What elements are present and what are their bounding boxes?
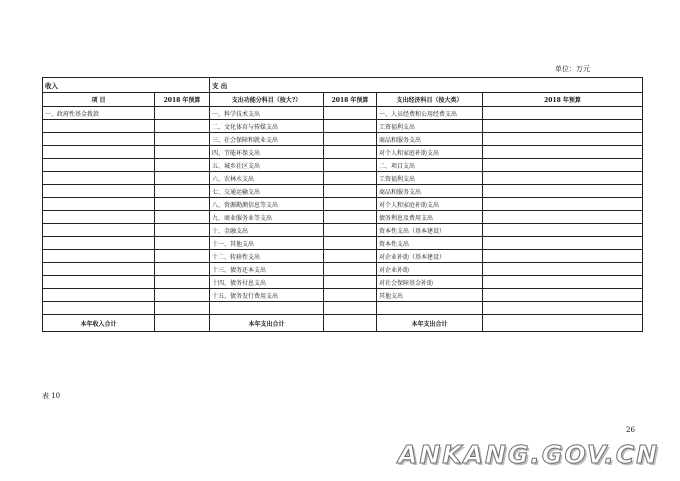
table-cell [43, 146, 155, 159]
table-cell: 商品和服务支出 [377, 133, 483, 146]
table-cell [43, 237, 155, 250]
table-cell: 债务利息及费用支出 [377, 211, 483, 224]
table-cell: 一、科学技术支出 [210, 107, 324, 120]
table-cell: 对社会保障基金补助 [377, 276, 483, 289]
income-title: 收入 [43, 78, 210, 93]
table-row [43, 159, 643, 172]
total-cell: 本年支出合计 [377, 315, 483, 332]
table-cell [43, 159, 155, 172]
table-cell [155, 146, 210, 159]
table-cell: 五、城乡社区支出 [210, 159, 324, 172]
table-cell: 四、节能环保支出 [210, 146, 324, 159]
table-cell [155, 185, 210, 198]
table-cell [210, 302, 324, 315]
total-cell [155, 315, 210, 332]
table-cell: 九、商业服务业等支出 [210, 211, 324, 224]
table-cell [324, 211, 377, 224]
table-row [43, 185, 643, 198]
table-cell [155, 211, 210, 224]
table-cell [324, 198, 377, 211]
table-cell [43, 133, 155, 146]
table-cell [324, 276, 377, 289]
table-cell [324, 159, 377, 172]
table-cell: 八、资源勘测信息等支出 [210, 198, 324, 211]
table-cell [155, 237, 210, 250]
table-cell [324, 224, 377, 237]
table-cell: 二、项目支出 [377, 159, 483, 172]
header-cell: 2018 年预算 [483, 93, 643, 107]
table-cell: 六、农林水支出 [210, 172, 324, 185]
table-cell [324, 133, 377, 146]
table-cell [155, 198, 210, 211]
table-cell [324, 185, 377, 198]
table-row [43, 133, 643, 146]
table-cell: 其他支出 [377, 289, 483, 302]
table-row [43, 146, 643, 159]
table-cell [43, 185, 155, 198]
table-cell [155, 302, 210, 315]
table-row [43, 198, 643, 211]
table-cell [324, 302, 377, 315]
table-cell [43, 211, 155, 224]
table-cell: 十一、其他支出 [210, 237, 324, 250]
table-cell [155, 263, 210, 276]
table-cell [324, 146, 377, 159]
table-cell [483, 198, 643, 211]
header-cell: 项 目 [43, 93, 155, 107]
table-cell [324, 107, 377, 120]
table-cell [155, 172, 210, 185]
table-cell: 对个人和家庭补助支出 [377, 198, 483, 211]
table-cell [155, 107, 210, 120]
table-cell [43, 172, 155, 185]
table-cell: 资本性支出 [377, 237, 483, 250]
header-cell: 支出功能分科目（按大?） [210, 93, 324, 107]
table-row [43, 263, 643, 276]
table-row [43, 289, 643, 302]
table-row [43, 250, 643, 263]
total-cell: 本年支出合计 [210, 315, 324, 332]
table-cell [483, 276, 643, 289]
budget-table [42, 77, 643, 332]
table-cell: 十三、债务还本支出 [210, 263, 324, 276]
table-row [43, 120, 643, 133]
table-cell [43, 302, 155, 315]
total-cell [483, 315, 643, 332]
table-cell [483, 250, 643, 263]
table-cell [483, 289, 643, 302]
table-cell [483, 302, 643, 315]
table-row [43, 211, 643, 224]
table-cell: 十二、转移性支出 [210, 250, 324, 263]
table-cell [324, 263, 377, 276]
watermark: ANKANG.GOV.CN [398, 440, 660, 469]
table-cell: 十五、债务发行费用支出 [210, 289, 324, 302]
table-cell [483, 159, 643, 172]
table-cell: 二、文化体育与传媒支出 [210, 120, 324, 133]
table-row [43, 224, 643, 237]
page-number: 26 [626, 426, 635, 434]
table-header-row [43, 93, 643, 107]
table-cell [483, 224, 643, 237]
table-cell [483, 107, 643, 120]
table-cell [483, 120, 643, 133]
table-cell [43, 250, 155, 263]
table-cell [155, 250, 210, 263]
table-row [43, 276, 643, 289]
table-cell [324, 289, 377, 302]
table-cell: 十四、债务付息支出 [210, 276, 324, 289]
table-cell [483, 146, 643, 159]
table-row [43, 237, 643, 250]
table-cell [155, 224, 210, 237]
total-cell: 本年收入合计 [43, 315, 155, 332]
table-title-row [43, 78, 643, 93]
table-cell: 七、交通运输支出 [210, 185, 324, 198]
table-cell [155, 289, 210, 302]
table-cell: 对企业补助（基本建设） [377, 250, 483, 263]
table-cell [324, 172, 377, 185]
table-cell [483, 185, 643, 198]
table-cell [155, 133, 210, 146]
header-cell: 支出经济科目（按大类） [377, 93, 483, 107]
table-cell: 资本性支出（基本建设） [377, 224, 483, 237]
table-cell: 十、金融支出 [210, 224, 324, 237]
expense-title: 支 出 [210, 78, 643, 93]
table-cell [155, 276, 210, 289]
table-cell [483, 263, 643, 276]
table-cell: 三、社会保障和就业支出 [210, 133, 324, 146]
total-cell [324, 315, 377, 332]
header-cell: 2018 年预算 [324, 93, 377, 107]
table-cell [324, 237, 377, 250]
table-cell [43, 289, 155, 302]
table-cell [43, 224, 155, 237]
table-cell: 工资福利支出 [377, 172, 483, 185]
table-cell [155, 120, 210, 133]
table-cell: 工资福利支出 [377, 120, 483, 133]
table-cell [43, 263, 155, 276]
table-cell [324, 250, 377, 263]
table-cell [324, 120, 377, 133]
totals-row [43, 315, 643, 332]
table-cell: 对个人和家庭补助支出 [377, 146, 483, 159]
table-cell [377, 302, 483, 315]
table-cell [43, 120, 155, 133]
table-cell: 商品和服务支出 [377, 185, 483, 198]
table-cell [483, 172, 643, 185]
table-label: 表 10 [42, 392, 61, 400]
table-cell [483, 237, 643, 250]
table-cell [483, 211, 643, 224]
table-cell [155, 159, 210, 172]
table-row [43, 172, 643, 185]
table-row [43, 107, 643, 120]
table-cell: 对企业补助 [377, 263, 483, 276]
header-cell: 2018 年预算 [155, 93, 210, 107]
table-cell [43, 276, 155, 289]
unit-label: 单位：万元 [555, 65, 590, 73]
table-cell [483, 133, 643, 146]
table-row [43, 302, 643, 315]
table-cell: 一、人员经费和公用经费支出 [377, 107, 483, 120]
table-cell [43, 198, 155, 211]
table-cell: 一、政府性基金拨款 [43, 107, 155, 120]
